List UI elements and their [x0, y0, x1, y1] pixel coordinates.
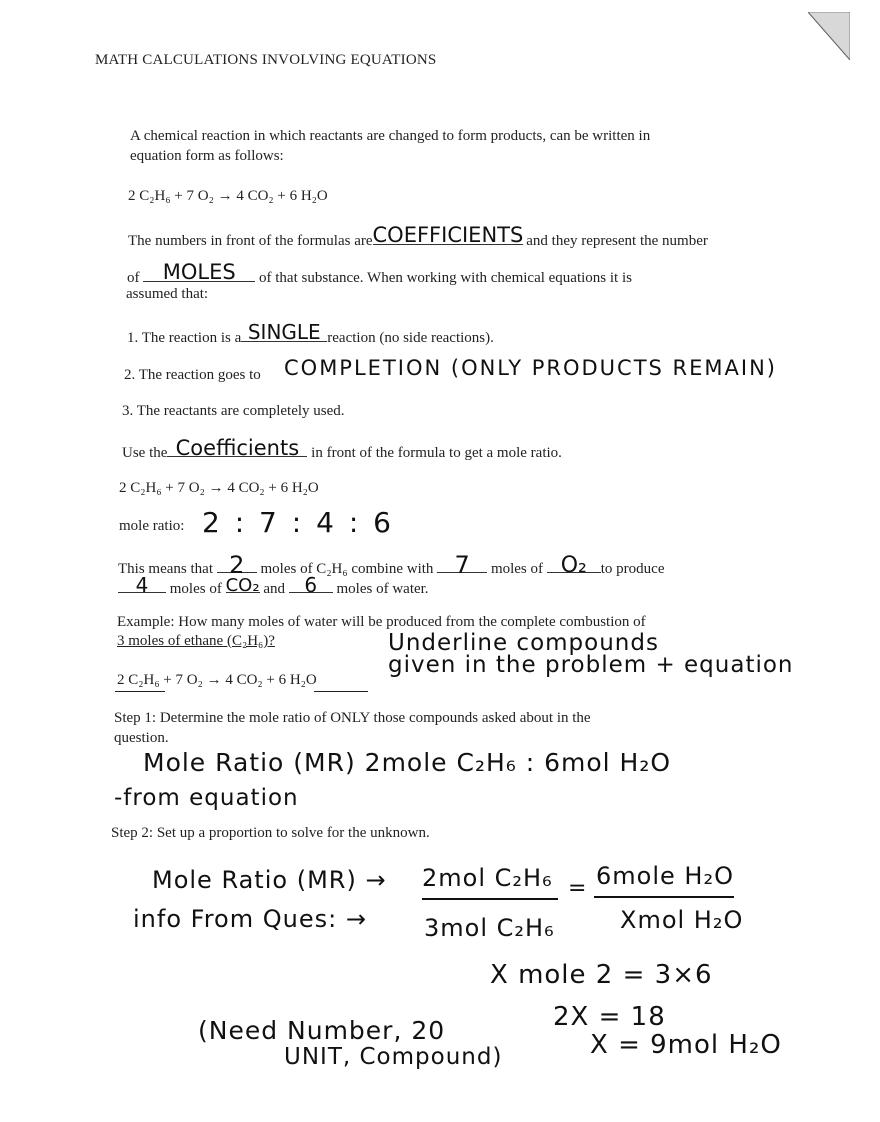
means-a3: O₂	[560, 553, 587, 578]
means-t4: to produce	[600, 561, 665, 577]
item-2	[124, 366, 261, 385]
step-1-line-1: Step 1: Determine the mole ratio of ONLY those compounds asked about in the	[114, 710, 591, 726]
info-label: info From Ques: →	[133, 905, 367, 933]
item-2-pre: 2. The reaction goes to	[124, 367, 261, 383]
moles-line-2: assumed that:	[126, 286, 209, 302]
page-title: MATH CALCULATIONS INVOLVING EQUATIONS	[95, 52, 437, 68]
info-denominator: 3mol C₂H₆	[424, 914, 555, 942]
moles-answer: MOLES	[162, 260, 236, 284]
coefficients-sentence	[128, 223, 708, 251]
use-answer: Coefficients	[175, 436, 300, 460]
need-line-1: (Need Number, 20	[198, 1016, 446, 1045]
means-t7: moles of water.	[336, 581, 429, 597]
means-a2: 7	[454, 551, 470, 579]
coefficients-pre: The numbers in front of the formulas are	[128, 233, 373, 249]
info-denominator-2: Xmol H₂O	[620, 906, 744, 934]
step-1-line-2: question.	[114, 730, 169, 746]
means-blank-4	[118, 573, 166, 597]
item-1-blank	[241, 320, 327, 344]
example-line-2: 3 moles of ethane (C₂H₆)?	[117, 633, 275, 649]
mr-numerator-2: 6mole H₂O	[596, 862, 734, 890]
means-sentence-2	[118, 573, 429, 599]
coefficients-blank	[372, 223, 524, 247]
mr-equals: =	[568, 876, 588, 901]
use-blank	[167, 436, 307, 460]
mr-label: Mole Ratio (MR) →	[152, 866, 387, 894]
step-2-line-1: Step 2: Set up a proportion to solve for the unknown.	[111, 825, 430, 841]
step-1-handwritten-1: Mole Ratio (MR) 2mole C₂H₆ : 6mol H₂O	[143, 748, 672, 777]
example-note-1: Underline compounds	[388, 630, 659, 656]
need-line-2: UNIT, Compound)	[284, 1044, 503, 1070]
item-3: 3. The reactants are completely used.	[122, 403, 345, 419]
means-blank-5	[225, 575, 260, 596]
folded-corner-icon	[808, 12, 850, 60]
use-pre: Use the	[122, 445, 168, 461]
mr-numerator: 2mol C₂H₆	[422, 864, 553, 892]
intro-line-1: A chemical reaction in which reactants are changed to form products, can be written in	[130, 128, 651, 144]
means-a6: 6	[304, 573, 318, 597]
underline-water	[314, 691, 368, 692]
example-line-1: Example: How many moles of water will be produced from the complete combustion of	[117, 614, 646, 630]
example-note-2: given in the problem + equation	[388, 652, 794, 678]
fraction-bar-2	[594, 896, 734, 898]
means-t1: This means that	[118, 561, 213, 577]
item-1-pre: 1. The reaction is a	[127, 330, 242, 346]
moles-pre: of	[127, 270, 140, 286]
means-t5: moles of	[169, 581, 222, 597]
means-blank-6	[289, 573, 333, 597]
item-1-post: reaction (no side reactions).	[327, 330, 494, 346]
mole-ratio-answer: 2 : 7 : 4 : 6	[202, 506, 394, 539]
calc-line-2: 2X = 18	[553, 1002, 666, 1032]
use-sentence	[122, 436, 562, 463]
example-equation: 2 C₂H₆ + 7 O₂ → 4 CO₂ + 6 H₂O	[117, 672, 317, 688]
means-a5: CO₂	[225, 575, 260, 596]
item-2-answer: COMPLETION (ONLY PRODUCTS REMAIN)	[284, 356, 777, 380]
use-post: in front of the formula to get a mole ratio.	[311, 445, 562, 461]
means-t3: moles of	[490, 561, 544, 577]
means-a4: 4	[135, 573, 149, 597]
means-a1: 2	[229, 551, 245, 579]
moles-post: of that substance. When working with chemical equations it is	[259, 270, 632, 286]
moles-blank	[143, 260, 255, 284]
coefficients-answer: COEFFICIENTS	[372, 223, 524, 247]
calc-line-1: X mole 2 = 3×6	[490, 960, 713, 990]
means-blank-3	[547, 553, 601, 578]
equation-2: 2 C₂H₆ + 7 O₂ → 4 CO₂ + 6 H₂O	[119, 480, 319, 496]
equation-1: 2 C₂H₆ + 7 O₂ → 4 CO₂ + 6 H₂O	[128, 188, 328, 204]
mole-ratio-label: mole ratio:	[119, 518, 185, 534]
means-blank-1	[217, 551, 257, 579]
means-t2: moles of C₂H₆ combine with	[260, 561, 434, 577]
item-1-answer: SINGLE	[247, 320, 321, 344]
means-t6: and	[263, 581, 285, 597]
fraction-bar-1	[422, 898, 558, 900]
intro-line-2: equation form as follows:	[130, 148, 284, 164]
underline-ethane	[115, 691, 165, 692]
item-1	[127, 320, 494, 348]
means-blank-2	[437, 551, 487, 579]
step-1-handwritten-2: -from equation	[114, 785, 299, 811]
calc-line-3: X = 9mol H₂O	[590, 1030, 782, 1060]
coefficients-post: and they represent the number	[526, 233, 708, 249]
